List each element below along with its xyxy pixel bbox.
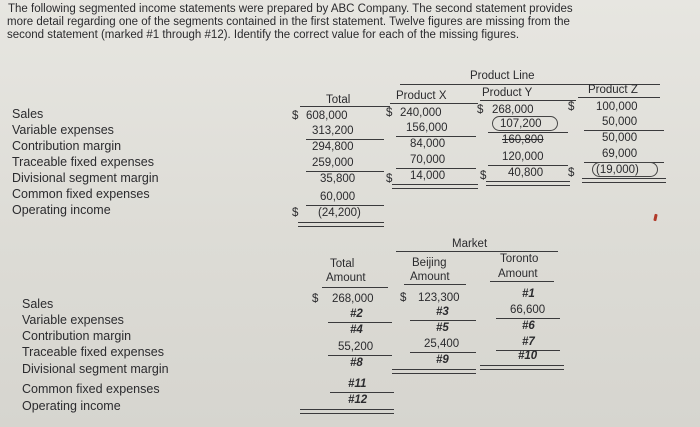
dollar-sign: $ (477, 104, 484, 116)
subtotal-rule (410, 352, 476, 353)
header-underline-y (480, 100, 576, 101)
row-label-common-fixed: Common fixed expenses (22, 382, 160, 396)
toronto-divisional-margin: #10 (518, 350, 538, 362)
group-header-product-line: Product Line (470, 70, 535, 82)
header-underline-beijing (404, 284, 466, 285)
row-label-sales: Sales (12, 107, 44, 121)
row-label-sales: Sales (22, 297, 54, 311)
x-sales: 240,000 (400, 107, 442, 119)
y-sales: 268,000 (492, 104, 534, 116)
x-divisional-margin: 14,000 (410, 170, 446, 182)
subtotal-rule (396, 168, 476, 169)
beijing-sales: 123,300 (418, 292, 460, 304)
row-label-traceable-fixed: Traceable fixed expenses (22, 345, 164, 359)
subtotal-rule (306, 171, 384, 172)
subtotal-rule (328, 355, 392, 356)
row-label-common-fixed: Common fixed expenses (12, 187, 150, 201)
beijing-traceable-fixed: 25,400 (424, 338, 460, 350)
double-underline (392, 184, 478, 189)
m-total-traceable-fixed: 55,200 (338, 341, 374, 353)
z-sales: 100,000 (596, 101, 638, 113)
intro-line-3: second statement (marked #1 through #12). Identify the correct value for each of the missing figures. (7, 29, 520, 41)
subtotal-rule (396, 136, 476, 137)
total-traceable-fixed: 259,000 (312, 157, 354, 169)
beijing-variable-expenses: #3 (436, 306, 449, 318)
y-variable-expenses: 107,200 (500, 118, 542, 130)
z-divisional-margin: (19,000) (596, 164, 639, 176)
m-total-contribution-margin: #4 (350, 324, 363, 336)
row-label-variable-expenses: Variable expenses (12, 123, 114, 137)
column-header-total: Total (330, 258, 355, 270)
dollar-sign: $ (400, 292, 407, 304)
column-header-product-y: Product Y (482, 87, 533, 99)
subtotal-rule (488, 165, 568, 166)
row-label-divisional-margin: Divisional segment margin (22, 362, 169, 376)
m-total-divisional-margin: #8 (350, 357, 363, 369)
m-total-variable-expenses: #2 (350, 308, 363, 320)
dollar-sign: $ (312, 293, 319, 305)
toronto-contribution-margin: #6 (522, 320, 535, 332)
subtotal-rule (330, 392, 394, 393)
row-label-divisional-margin: Divisional segment margin (12, 171, 159, 185)
z-traceable-fixed: 69,000 (602, 148, 638, 160)
column-header-total: Total (326, 94, 351, 106)
dollar-sign: $ (292, 110, 299, 122)
toronto-variable-expenses: 66,600 (510, 304, 546, 316)
y-contribution-margin: 160,800 (502, 134, 544, 146)
toronto-sales: #1 (522, 288, 535, 300)
column-header-beijing: Beijing (412, 257, 447, 269)
total-contribution-margin: 294,800 (312, 141, 354, 153)
dollar-sign: $ (480, 170, 487, 182)
ink-mark (653, 214, 657, 221)
subtotal-rule (488, 132, 568, 133)
subtotal-rule (306, 205, 384, 206)
y-traceable-fixed: 120,000 (502, 151, 544, 163)
double-underline (298, 222, 384, 227)
group-header-market: Market (452, 238, 488, 250)
column-header-product-x: Product X (396, 90, 447, 102)
total-sales: 608,000 (306, 110, 348, 122)
header-underline-x (390, 103, 478, 104)
double-underline (392, 369, 476, 374)
dollar-sign: $ (292, 207, 299, 219)
double-underline (486, 181, 570, 186)
row-label-variable-expenses: Variable expenses (22, 313, 124, 327)
total-common-fixed: 60,000 (320, 191, 356, 203)
column-header-toronto-amount: Amount (498, 268, 538, 280)
m-total-sales: 268,000 (332, 293, 374, 305)
subtotal-rule (584, 130, 664, 131)
subtotal-rule (328, 322, 392, 323)
header-underline (396, 251, 558, 252)
subtotal-rule (496, 318, 560, 319)
intro-line-2: more detail regarding one of the segments contained in the first statement. Twelve figures are missing from the (7, 16, 570, 28)
header-underline-total (322, 287, 388, 288)
column-header-total-amount: Amount (326, 272, 366, 284)
intro-line-1: The following segmented income statements were prepared by ABC Company. The second statement provides (8, 3, 573, 15)
header-underline-z (578, 97, 660, 98)
dollar-sign: $ (386, 107, 393, 119)
total-variable-expenses: 313,200 (312, 125, 354, 137)
header-underline-total (300, 106, 390, 107)
dollar-sign: $ (386, 173, 393, 185)
column-header-beijing-amount: Amount (410, 271, 450, 283)
subtotal-rule (410, 320, 476, 321)
x-contribution-margin: 84,000 (410, 138, 446, 150)
toronto-traceable-fixed: #7 (522, 336, 535, 348)
row-label-contribution-margin: Contribution margin (22, 329, 132, 343)
header-underline-toronto (490, 281, 554, 282)
x-traceable-fixed: 70,000 (410, 154, 446, 166)
row-label-traceable-fixed: Traceable fixed expenses (12, 155, 154, 169)
row-label-operating-income: Operating income (22, 399, 121, 413)
dollar-sign: $ (568, 167, 575, 179)
row-label-operating-income: Operating income (12, 203, 111, 217)
m-total-operating-income: #12 (348, 394, 368, 406)
double-underline (300, 409, 394, 414)
dollar-sign: $ (568, 101, 575, 113)
beijing-contribution-margin: #5 (436, 322, 449, 334)
m-total-common-fixed: #11 (348, 378, 367, 390)
row-label-contribution-margin: Contribution margin (12, 139, 122, 153)
column-header-toronto: Toronto (500, 253, 539, 265)
total-divisional-margin: 35,800 (320, 173, 356, 185)
beijing-divisional-margin: #9 (436, 354, 449, 366)
z-contribution-margin: 50,000 (602, 132, 638, 144)
double-underline (582, 178, 666, 183)
x-variable-expenses: 156,000 (406, 122, 448, 134)
z-variable-expenses: 50,000 (602, 116, 638, 128)
y-divisional-margin: 40,800 (508, 167, 544, 179)
subtotal-rule (306, 139, 384, 140)
total-operating-income: (24,200) (318, 207, 361, 219)
double-underline (480, 365, 564, 370)
column-header-product-z: Product Z (588, 84, 638, 96)
